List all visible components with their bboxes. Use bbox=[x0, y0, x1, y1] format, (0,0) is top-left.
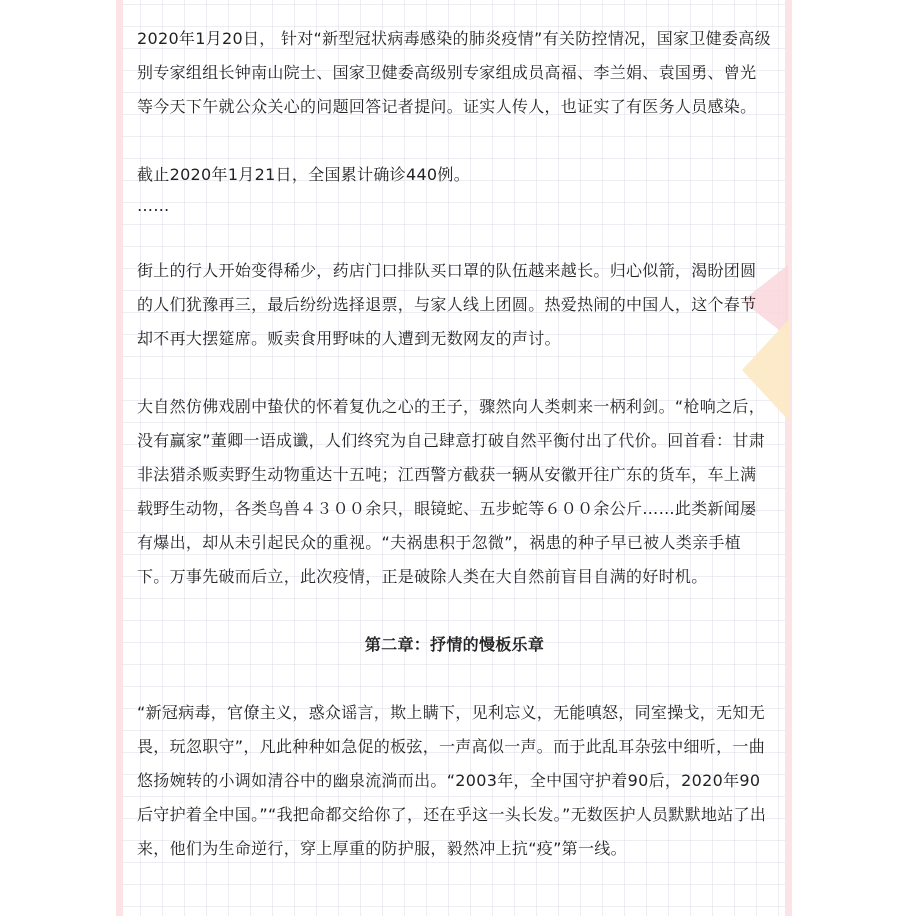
paragraph-press-conference: 2020年1月20日， 针对“新型冠状病毒感染的肺炎疫情”有关防控情况，国家卫健委高级别专家组组长钟南山院士、国家卫健委高级别专家组成员高福、李兰娟、袁国勇、曾光等今天下午就公众关心的问题回答记者提问。证实人传人，也证实了有医务人员感染。 bbox=[137, 29, 771, 116]
paragraph-street-scene: 街上的行人开始变得稀少，药店门口排队买口罩的队伍越来越长。归心似箭，渴盼团圆的人们犹豫再三，最后纷纷选择退票，与家人线上团圆。热爱热闹的中国人，这个春节却不再大摆筵席。贩卖食用野味的人遭到无数网友的声讨。 bbox=[137, 261, 757, 348]
paragraph-medical-workers: “新冠病毒，官僚主义，惑众谣言，欺上瞒下，见利忘义，无能嗔怒，同室操戈，无知无畏，玩忽职守”，凡此种种如急促的板弦，一声高似一声。而于此乱耳杂弦中细听，一曲悠扬婉转的小调如清谷中的幽泉流淌而出。“2003年，全中国守护着90后，2020年90后守护着全中国。”“我把命都交给你了，还在乎这一头长发。”无数医护人员默默地站了出来，他们为生命逆行，穿上厚重的防护服，毅然冲上抗“疫”第一线。 bbox=[137, 703, 767, 858]
article-body bbox=[137, 22, 772, 866]
right-pink-border bbox=[785, 0, 792, 916]
left-pink-border bbox=[116, 0, 123, 916]
ellipsis-line: …… bbox=[137, 196, 170, 215]
paragraph-nature-revenge: 大自然仿佛戏剧中蛰伏的怀着复仇之心的王子，骤然向人类刺来一柄利剑。“枪响之后，没有赢家”董卿一语成谶，人们终究为自己肆意打破自然平衡付出了代价。回首看：甘肃非法猎杀贩卖野生动物重达十五吨；江西警方截获一辆从安徽开往广东的货车，车上满载野生动物，各类鸟兽４３００余只，眼镜蛇、五步蛇等６００余公斤……此类新闻屡有爆出，却从未引起民众的重视。“夫祸患积于忽微”，祸患的种子早已被人类亲手植下。万事先破而后立，此次疫情，正是破除人类在大自然前盲目自满的好时机。 bbox=[137, 397, 765, 586]
paragraph-confirmed-cases: 截止2020年1月21日，全国累计确诊440例。 bbox=[137, 165, 470, 184]
chapter-heading: 第二章：抒情的慢板乐章 bbox=[364, 635, 545, 654]
